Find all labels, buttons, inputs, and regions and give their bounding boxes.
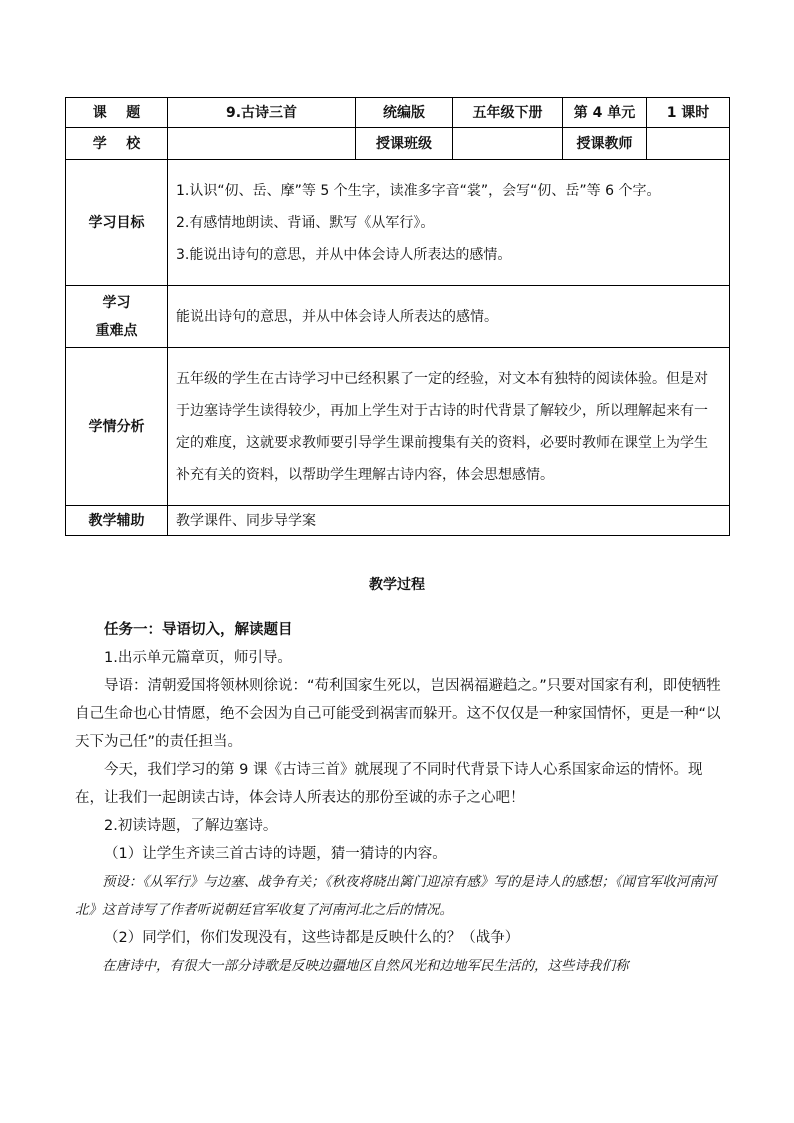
lesson-info-table <box>65 97 730 536</box>
goal-item: 2.有感情地朗读、背诵、默写《从军行》。 <box>176 214 435 231</box>
school-value <box>168 128 356 160</box>
intro-paragraph-2: 今天，我们学习的第 9 课《古诗三首》就展现了不同时代背景下诗人心系国家命运的情怀。现在，让我们一起朗读古诗，体会诗人所表达的那份至诚的赤子之心吧！ <box>75 762 703 806</box>
table-row <box>66 160 730 286</box>
analysis-label: 学情分析 <box>66 348 168 506</box>
class-label: 授课班级 <box>356 128 453 160</box>
step-1: 1.出示单元篇章页，师引导。 <box>104 650 292 666</box>
task-title: 任务一：导语切入，解读题目 <box>104 622 293 638</box>
difficulty-label-line1: 学习 <box>102 294 131 311</box>
edition-cell: 统编版 <box>356 98 453 128</box>
teacher-value <box>647 128 730 160</box>
table-row <box>66 348 730 506</box>
aids-content: 教学课件、同步导学案 <box>168 506 730 536</box>
unit-cell: 第 4 单元 <box>563 98 647 128</box>
lesson-title: 9.古诗三首 <box>168 98 356 128</box>
hours-cell: 1 课时 <box>647 98 730 128</box>
goals-content <box>168 160 730 286</box>
teacher-label: 授课教师 <box>563 128 647 160</box>
grade-cell: 五年级下册 <box>453 98 563 128</box>
step-2: 2.初读诗题，了解边塞诗。 <box>104 818 278 834</box>
sub-step-1: （1）让学生齐读三首古诗的诗题，猜一猜诗的内容。 <box>104 846 447 862</box>
goal-item: 1.认识“仞、岳、摩”等 5 个生字，读准多字音“裳”，会写“仞、岳”等 6 个字。 <box>176 182 661 199</box>
table-row <box>66 286 730 348</box>
school-label: 学 校 <box>66 128 168 160</box>
analysis-content: 五年级的学生在古诗学习中已经积累了一定的经验，对文本有独特的阅读体验。但是对于边塞诗学生读得较少，再加上学生对于古诗的时代背景了解较少，所以理解起来有一定的难度，这就要求教师要引导学生课前搜集有关的资料，必要时教师在课堂上为学生补充有关的资料，以帮助学生理解古诗内容，体会思想感情。 <box>168 348 730 506</box>
table-row <box>66 128 730 160</box>
table-row <box>66 98 730 128</box>
preset-answer: 预设：《从军行》与边塞、战争有关；《秋夜将晓出篱门迎凉有感》写的是诗人的感想；《闻官军收河南河北》这首诗写了作者听说朝廷官军收复了河南河北之后的情况。 <box>75 874 717 918</box>
sub-step-2: （2）同学们，你们发现没有，这些诗都是反映什么的？（战争） <box>104 930 520 946</box>
closing-paragraph: 在唐诗中，有很大一部分诗歌是反映边疆地区自然风光和边地军民生活的，这些诗我们称 <box>102 958 629 974</box>
section-title: 教学过程 <box>369 577 425 593</box>
aids-label: 教学辅助 <box>66 506 168 536</box>
class-value <box>453 128 563 160</box>
process-body <box>75 616 731 980</box>
goals-label: 学习目标 <box>66 160 168 286</box>
goal-item: 3.能说出诗句的意思，并从中体会诗人所表达的感情。 <box>176 246 512 263</box>
difficulty-label-line2: 重难点 <box>95 322 138 339</box>
intro-paragraph-1: 导语：清朝爱国将领林则徐说：“苟利国家生死以，岂因祸福避趋之。”只要对国家有利，即使牺牲自己生命也心甘情愿，绝不会因为自己可能受到祸害而躲开。这不仅仅是一种家国情怀，更是一种“以天下为己任”的责任担当。 <box>75 678 721 750</box>
difficulty-content: 能说出诗句的意思，并从中体会诗人所表达的感情。 <box>168 286 730 348</box>
difficulty-label <box>66 286 168 348</box>
topic-label: 课 题 <box>66 98 168 128</box>
table-row <box>66 506 730 536</box>
